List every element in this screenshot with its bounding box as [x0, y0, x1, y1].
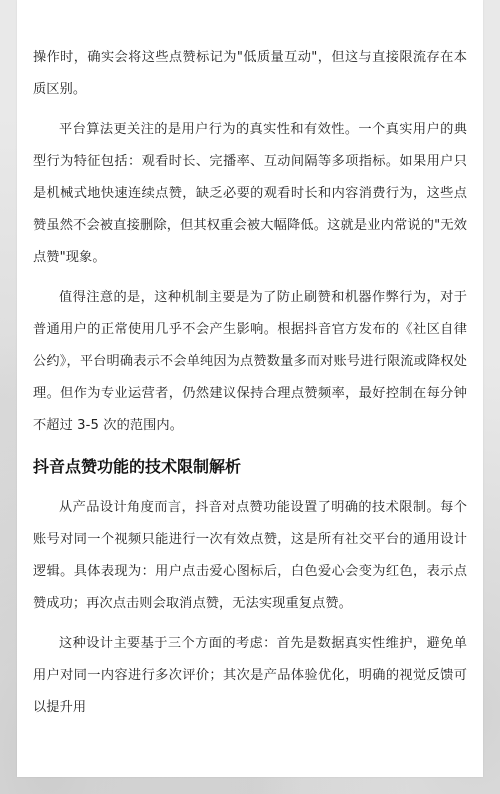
section-paragraph-2: 这种设计主要基于三个方面的考虑：首先是数据真实性维护，避免单用户对同一内容进行多次评价；其次是产品体验优化，明确的视觉反馈可以提升用 — [33, 636, 467, 715]
section-paragraph-1: 从产品设计角度而言，抖音对点赞功能设置了明确的技术限制。每个账号对同一个视频只能进行一次有效点赞，这是所有社交平台的通用设计逻辑。具体表现为：用户点击爱心图标后，白色爱心会变为红色，表示点赞成功；再次点击则会取消点赞，无法实现重复点赞。 — [33, 500, 467, 611]
paragraph-2: 平台算法更关注的是用户行为的真实性和有效性。一个真实用户的典型行为特征包括：观看时长、完播率、互动间隔等多项指标。如果用户只是机械式地快速连续点赞，缺乏必要的观看时长和内容消费行为，这些点赞虽然不会被直接删除，但其权重会被大幅降低。这就是业内常说的"无效点赞"现象。 — [33, 122, 467, 265]
paragraph-1: 操作时，确实会将这些点赞标记为"低质量互动"，但这与直接限流存在本质区别。 — [33, 50, 467, 97]
article-body — [33, 42, 467, 732]
paragraph-3: 值得注意的是，这种机制主要是为了防止刷赞和机器作弊行为，对于普通用户的正常使用几乎不会产生影响。根据抖音官方发布的《社区自律公约》，平台明确表示不会单纯因为点赞数量多而对账号进行限流或降权处理。但作为专业运营者，仍然建议保持合理点赞频率，最好控制在每分钟不超过 3-5 次的范围内。 — [33, 290, 467, 433]
document-page — [17, 0, 483, 777]
section-heading: 抖音点赞功能的技术限制解析 — [33, 457, 242, 476]
